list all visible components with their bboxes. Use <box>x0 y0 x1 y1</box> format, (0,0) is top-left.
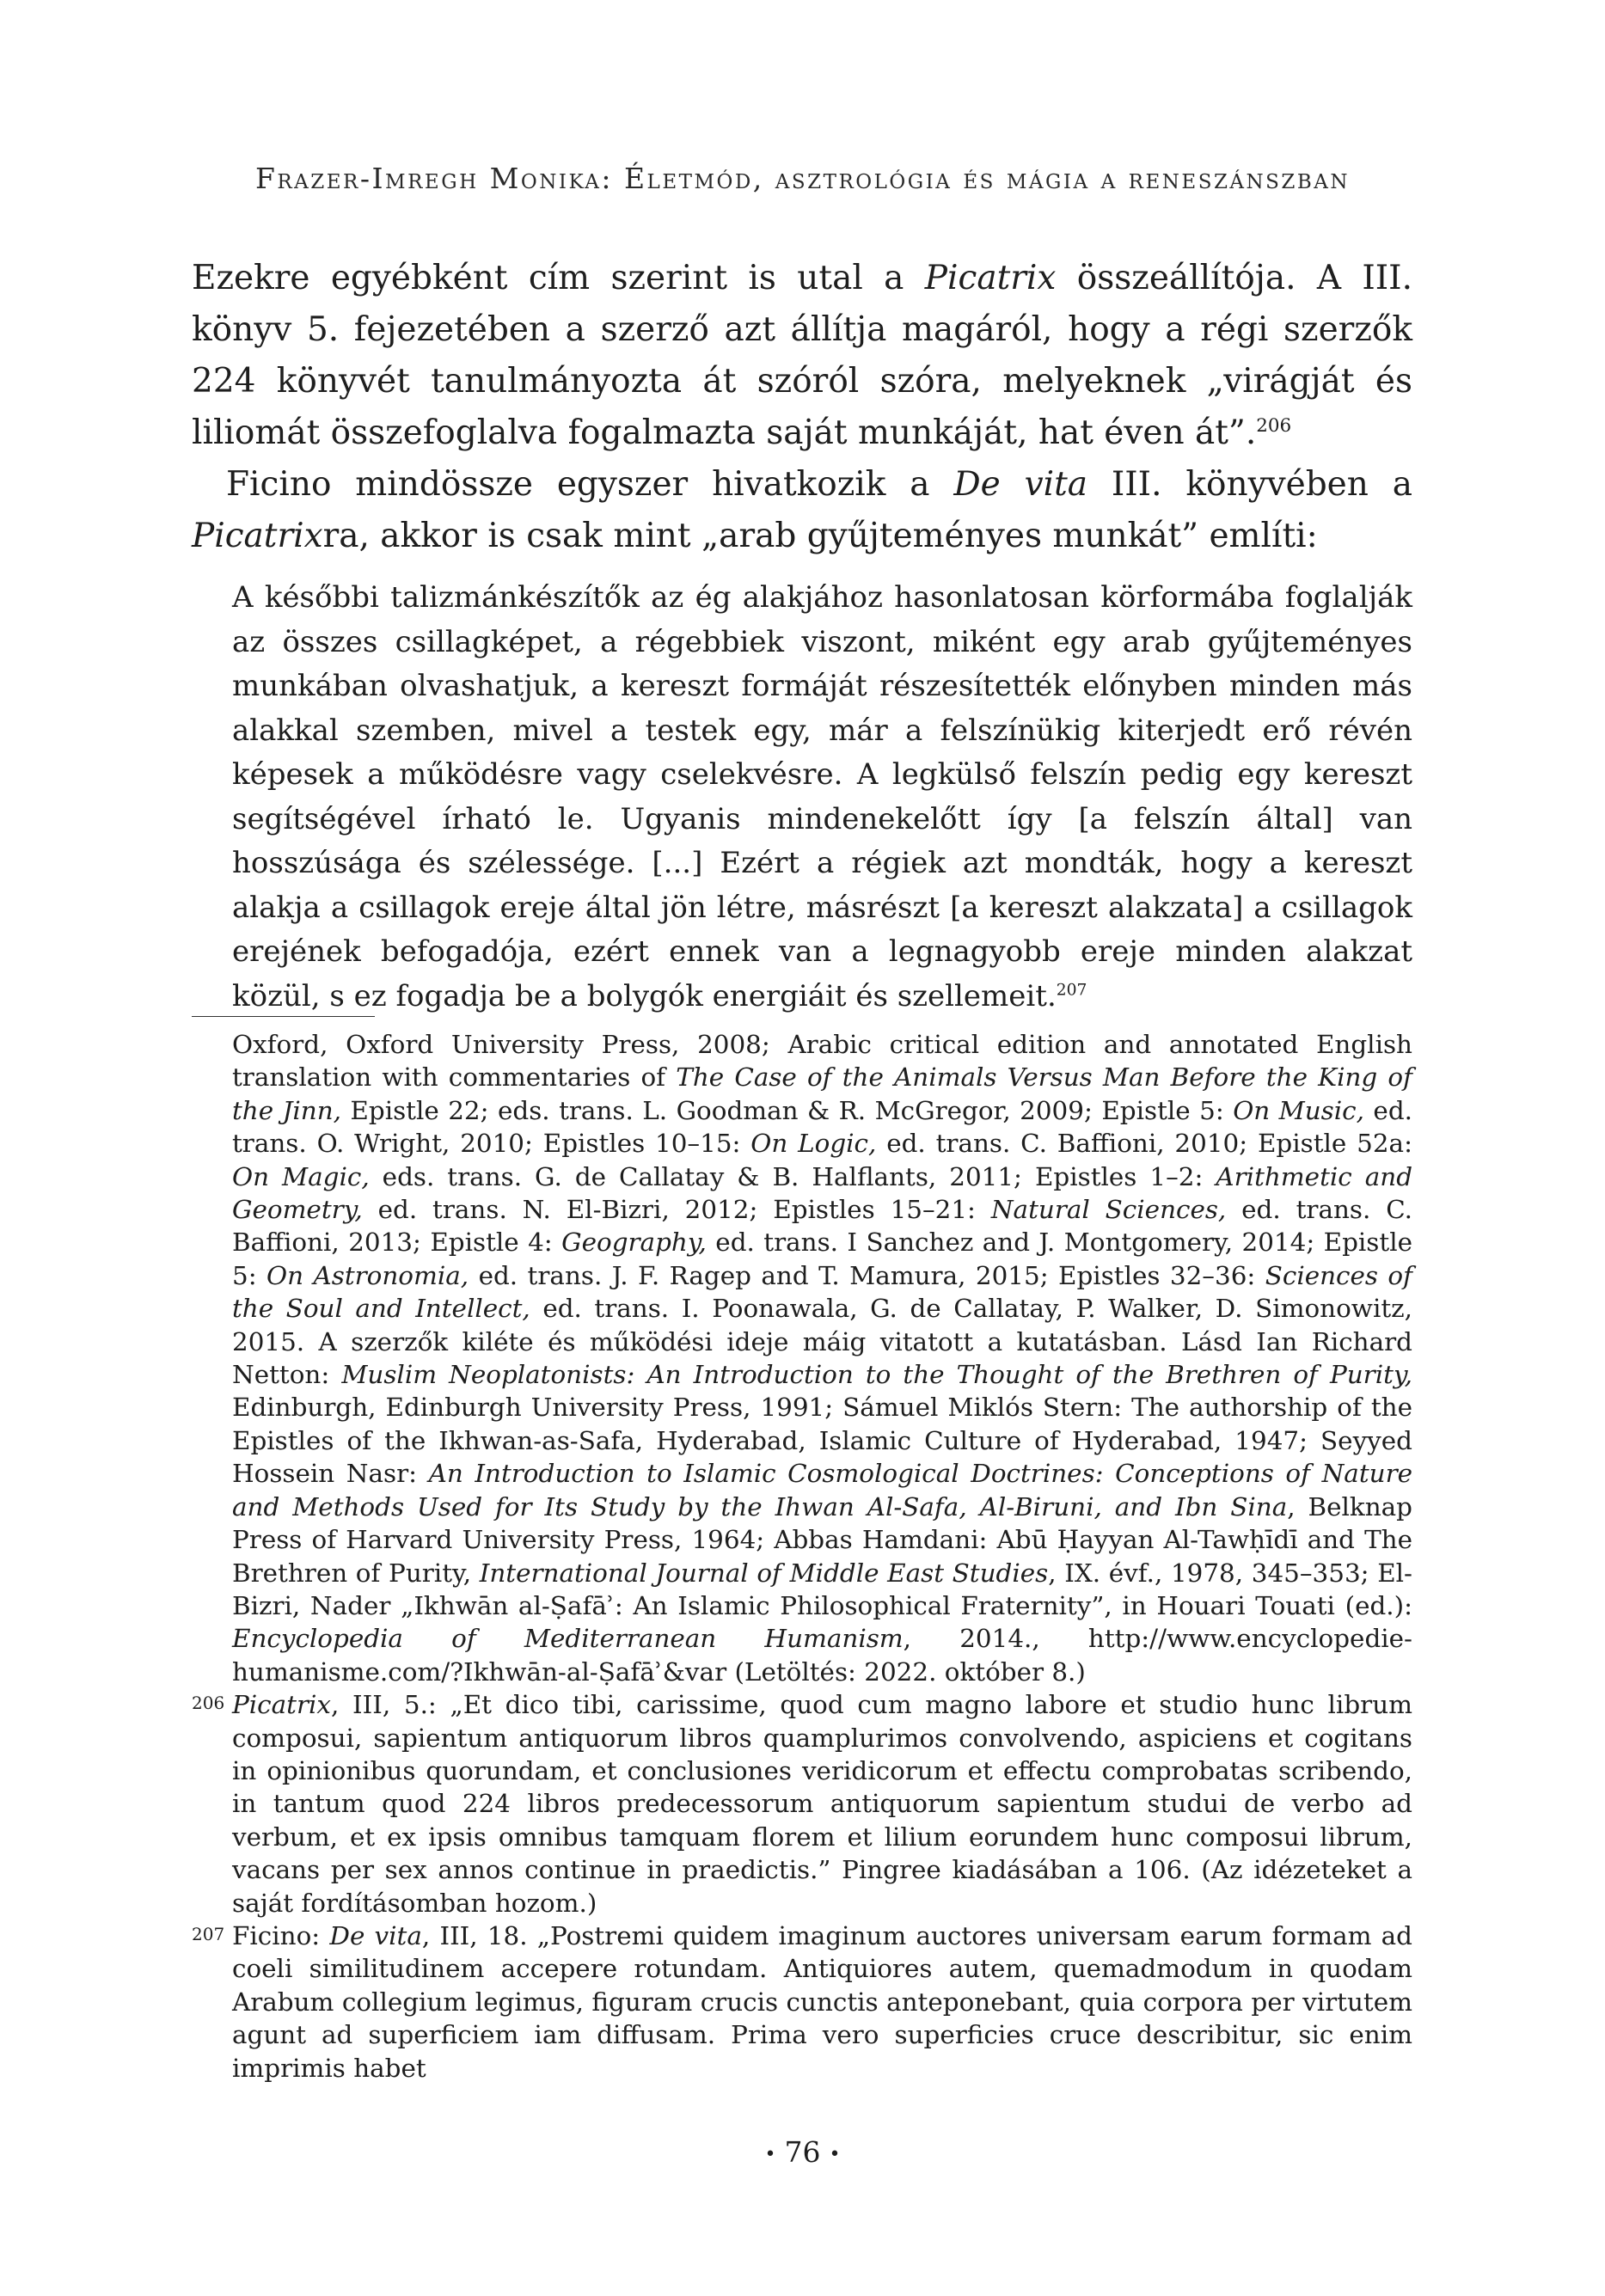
block-quote: A későbbi talizmánkészítők az ég alakjához hasonlatosan körformába foglalják az összes csillagképet, a régebbiek viszont, miként egy arab gyűjteményes munkában olvashatjuk, a kereszt formáját részesítették előnyben minden más alakkal szemben, mivel a testek egy, már a felszínükig kiterjedt erő révén képesek a működésre vagy cselekvésre. A legkülső felszín pedig egy kereszt segítségével írható le. Ugyanis mindenekelőtt így [a felszín által] van hosszúsága és szélessége. [...] Ezért a régiek azt mondták, hogy a kereszt alakja a csillagok ereje által jön létre, másrészt [a kereszt alakzata] a csillagok erejének befogadója, ezért ennek van a legnagyobb ereje minden alakzat közül, s ez fogadja be a bolygók energiáit és szellemeit.$^{207}$ <box>232 580 1412 1013</box>
footnote-ref-207: 207 <box>1056 981 1087 1000</box>
footnote-207: 207 Ficino: De vita, III, 18. „Postremi quidem imaginum auctores universam earum formam ad coeli similitudinem accepere rotundam. Antiquiores autem, quemadmodum in quodam Arabum collegium legimus, figuram crucis cunctis anteponebant, quia corpora per virtutem agunt ad superficiem iam diffusam. Prima vero superficies cruce describitur, sic enim imprimis habet <box>192 1919 1412 2085</box>
main-text <box>192 253 1412 562</box>
footnote-ref-206: 206 <box>1256 415 1292 437</box>
footnote-206: 206 Picatrix, III, 5.: „Et dico tibi, carissime, quod cum magno labore et studio hunc librum composui, sapientum antiquorum libros quamplurimos convolvendo, aspiciens et cogitans in opinionibus quorundam, et conclusiones veridicorum et effectu comprobatas scribendo, in tantum quod 224 libros predecessorum antiquorum sapientum studui de verbo ad verbum, et ex ipsis omnibus tamquam florem et lilium eorundem hunc composui librum, vacans per sex annos continue in praedictis.” Pingree kiadásában a 106. (Az idézeteket a saját fordításomban hozom.) <box>192 1688 1412 1919</box>
footnote-continued: Oxford, Oxford University Press, 2008; Arabic critical edition and annotated English translation with commentaries of The Case of the Animals Versus Man Before the King of the Jinn, Epistle 22; eds. trans. L. Goodman & R. McGregor, 2009; Epistle 5: On Music, ed. trans. O. Wright, 2010; Epistles 10–15: On Logic, ed. trans. C. Baffioni, 2010; Epistle 52a: On Magic, eds. trans. G. de Callatay & B. Halflants, 2011; Epistles 1–2: Arithmetic and Geometry, ed. trans. N. El-Bizri, 2012; Epistles 15–21: Natural Sciences, ed. trans. C. Baffioni, 2013; Epistle 4: Geography, ed. trans. I Sanchez and J. Montgomery, 2014; Epistle 5: On Astronomia, ed. trans. J. F. Ragep and T. Mamura, 2015; Epistles 32–36: Sciences of the Soul and Intellect, ed. trans. I. Poonawala, G. de Callatay, P. Walker, D. Simonowitz, 2015. A szerzők kiléte és működési ideje máig vitatott a kutatásban. Lásd Ian Richard Netton: Muslim Neoplatonists: An Introduction to the Thought of the Brethren of Purity, Edinburgh, Edinburgh University Press, 1991; Sámuel Miklós Stern: The authorship of the Epistles of the Ikhwan-as-Safa, Hyderabad, Islamic Culture of Hyderabad, 1947; Seyyed Hossein Nasr: An Introduction to Islamic Cosmological Doctrines: Conceptions of Nature and Methods Used for Its Study by the Ihwan Al-Safa, Al-Biruni, and Ibn Sina, Belknap Press of Harvard University Press, 1964; Abbas Hamdani: Abū Ḥayyan Al-Tawḥīdī and The Brethren of Purity, International Journal of Middle East Studies, IX. évf., 1978, 345–353; El-Bizri, Nader „Ikhwān al-Ṣafāʾ: An Islamic Philosophical Fraternity”, in Houari Touati (ed.): Encyclopedia of Mediterranean Humanism, 2014., http://www.encyclopedie-humanisme.com/?Ikhwān-al-Ṣafāʾ&var (Letöltés: 2022. október 8.) <box>232 1030 1413 1687</box>
footnote-rule <box>192 1016 375 1017</box>
running-header: Frazer-Imregh Monika: Életmód, asztrológia és mágia a reneszánszban <box>254 162 1351 195</box>
footnote-number: 206 <box>192 1693 225 1714</box>
page-number-value: 76 <box>784 2135 821 2169</box>
footnotes <box>192 1028 1412 2085</box>
bullet-left: • <box>764 2143 776 2165</box>
page-number <box>0 2135 1605 2169</box>
paragraph-2: Ficino mindössze egyszer hivatkozik a De vita III. könyvében a Picatrixra, akkor is csak mint „arab gyűjteményes munkát” említi: <box>192 465 1412 555</box>
paragraph-1: Ezekre egyébként cím szerint is utal a Picatrix összeállítója. A III. könyv 5. fejezetében a szerző azt állítja magáról, hogy a régi szerzők 224 könyvét tanulmányozta át szóról szóra, melyeknek „virágját és liliomát összefoglalva fogalmazta saját munkáját, hat éven át”.$^{206}$ <box>192 259 1412 452</box>
footnote-number: 207 <box>192 1923 225 1944</box>
bullet-right: • <box>829 2143 841 2165</box>
